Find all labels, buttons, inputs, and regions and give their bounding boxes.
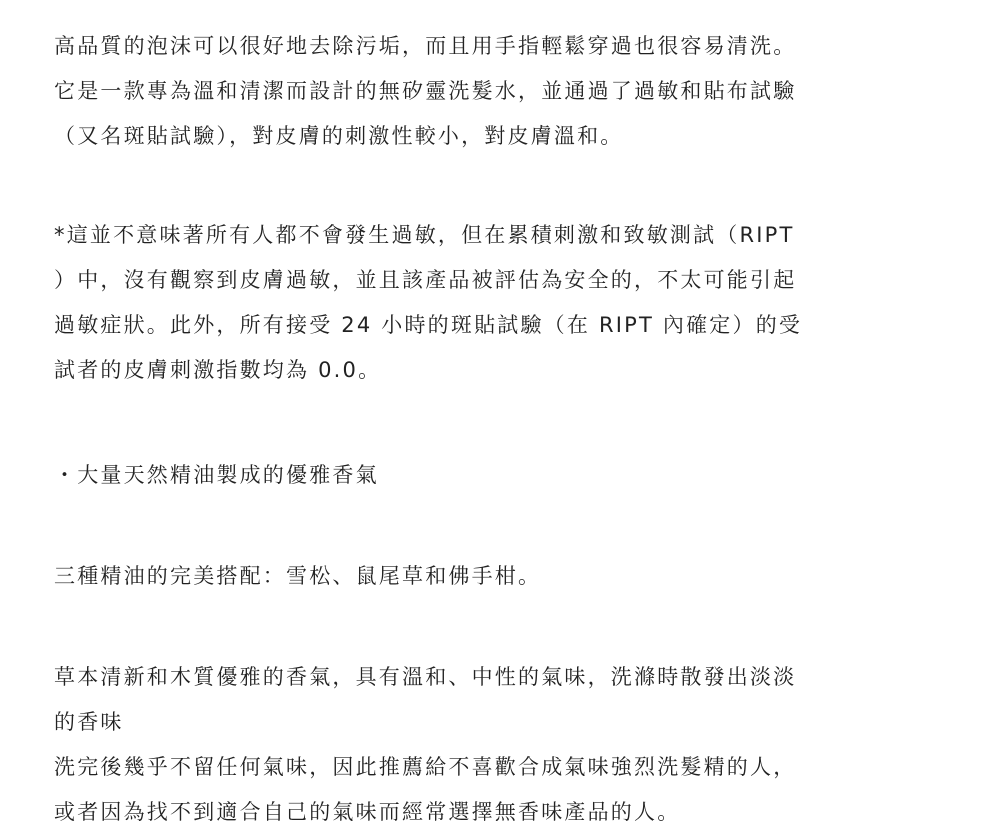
product-description bbox=[54, 24, 954, 835]
paragraph-scent-description bbox=[54, 655, 954, 835]
paragraph-spacer bbox=[54, 393, 954, 453]
text-line: （又名斑貼試驗），對皮膚的刺激性較小，對皮膚溫和。 bbox=[54, 124, 624, 148]
text-line: 高品質的泡沫可以很好地去除污垢，而且用手指輕鬆穿過也很容易清洗。 bbox=[54, 34, 797, 58]
text-line: 過敏症狀。此外，所有接受 24 小時的斑貼試驗（在 RIPT 內確定）的受 bbox=[54, 313, 803, 337]
bullet-fragrance-heading bbox=[54, 453, 954, 498]
paragraph-spacer bbox=[54, 498, 954, 554]
text-line: ・大量天然精油製成的優雅香氣 bbox=[54, 463, 379, 487]
paragraph-essential-oils bbox=[54, 554, 954, 599]
paragraph-spacer bbox=[54, 599, 954, 655]
paragraph-spacer bbox=[54, 159, 954, 213]
text-line: 它是一款專為溫和清潔而設計的無矽靈洗髮水，並通過了過敏和貼布試驗 bbox=[54, 79, 797, 103]
text-line: *這並不意味著所有人都不會發生過敏，但在累積刺激和致敏測試（RIPT bbox=[54, 223, 795, 247]
text-line: 洗完後幾乎不留任何氣味，因此推薦給不喜歡合成氣味強烈洗髮精的人， bbox=[54, 755, 797, 779]
paragraph-foam-cleansing bbox=[54, 24, 954, 159]
text-line: 草本清新和木質優雅的香氣，具有溫和、中性的氣味，洗滌時散發出淡淡 bbox=[54, 665, 797, 689]
text-line: 的香味 bbox=[54, 710, 124, 734]
text-line: 試者的皮膚刺激指數均為 0.0。 bbox=[54, 358, 382, 382]
text-line: ）中，沒有觀察到皮膚過敏，並且該產品被評估為安全的，不太可能引起 bbox=[54, 268, 797, 292]
paragraph-allergy-note bbox=[54, 213, 954, 393]
text-line: 三種精油的完美搭配：雪松、鼠尾草和佛手柑。 bbox=[54, 564, 542, 588]
text-line: 或者因為找不到適合自己的氣味而經常選擇無香味產品的人。 bbox=[54, 800, 681, 824]
